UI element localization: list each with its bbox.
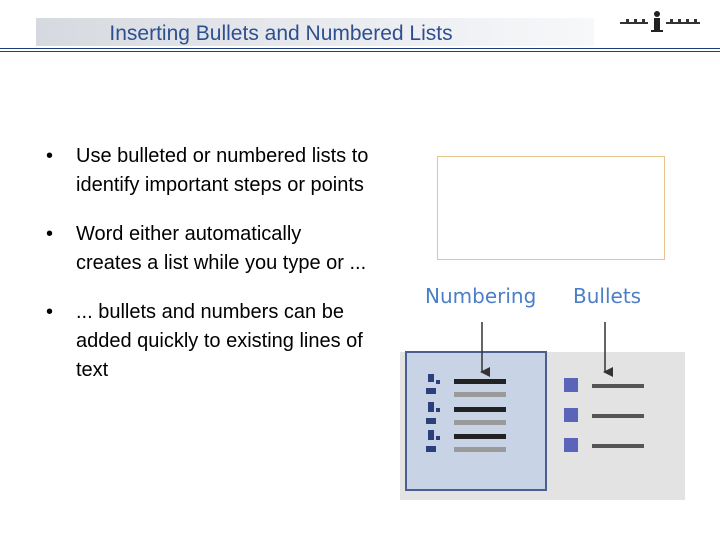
company-logo-icon bbox=[620, 8, 700, 36]
bullet-text: Use bulleted or numbered lists to identify important steps or points bbox=[76, 145, 369, 196]
bullet-item bbox=[40, 298, 370, 385]
numbering-label: Numbering bbox=[425, 284, 537, 308]
bullet-text: ... bullets and numbers can be added quickly to existing lines of text bbox=[76, 301, 363, 381]
bullet-text: Word either automatically creates a list while you type or ... bbox=[76, 223, 367, 274]
empty-placeholder-box bbox=[437, 156, 665, 260]
bullets-label: Bullets bbox=[573, 284, 642, 308]
bullet-item bbox=[40, 220, 370, 278]
toolbar-buttons-illustration bbox=[400, 322, 685, 500]
slide-title: Inserting Bullets and Numbered Lists bbox=[109, 22, 453, 45]
bullet-marker: • bbox=[46, 145, 54, 167]
bullet-list bbox=[40, 142, 370, 405]
bullet-marker: • bbox=[46, 223, 54, 245]
bullet-marker: • bbox=[46, 301, 54, 323]
title-bar bbox=[36, 18, 594, 46]
bullet-item bbox=[40, 142, 370, 200]
title-underline bbox=[0, 48, 720, 52]
